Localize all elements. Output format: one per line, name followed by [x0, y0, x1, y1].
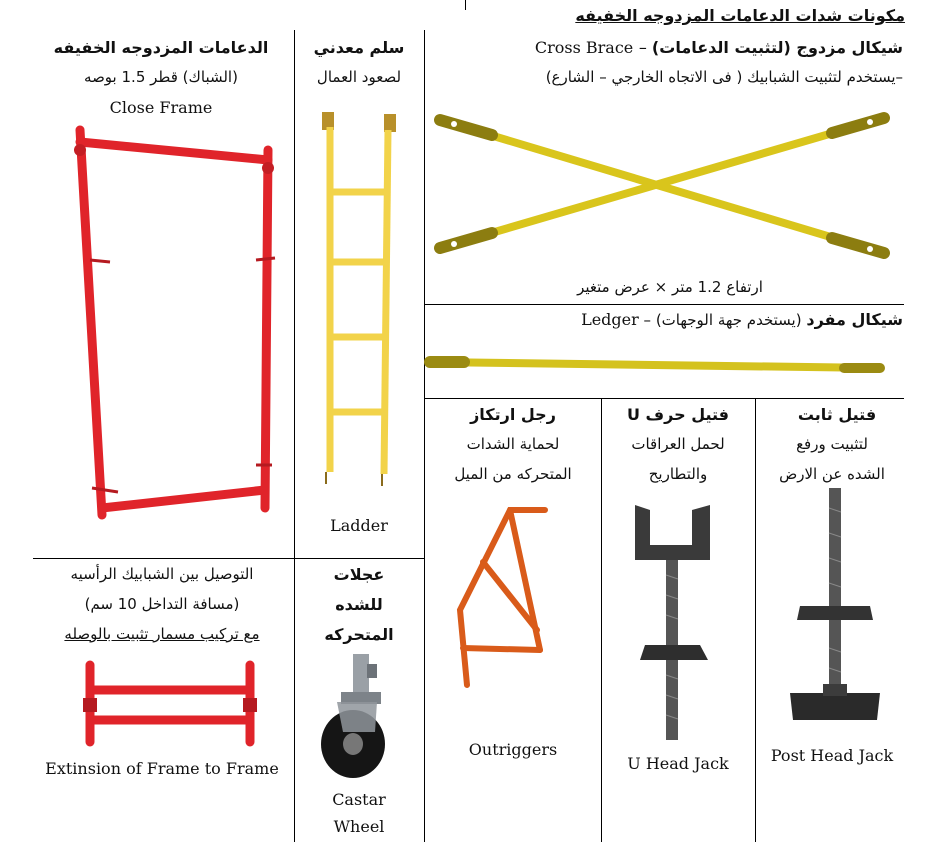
ledger-image [424, 350, 886, 380]
cross-brace-size: ارتفاع 1.2 متر × عرض متغير [577, 278, 763, 296]
post-head-jack-image [785, 488, 885, 728]
cross-brace-en: Cross Brace [534, 38, 634, 57]
outriggers-heading: رجل ارتكاز [470, 405, 556, 424]
cross-brace-image [432, 108, 892, 268]
castor-wheel-image [315, 652, 405, 782]
ledger-heading-line: Ledger – (يستخدم جهة الوجهات) شيكال مفرد [581, 310, 903, 329]
ladder-image [312, 112, 412, 492]
u-head-heading: فتيل حرف U [626, 405, 730, 424]
post-head-heading: فتيل ثابت [797, 405, 877, 424]
castor-en-label-1: Castar [332, 790, 386, 809]
extension-line2: (مسافة التداخل 10 سم) [84, 595, 240, 613]
extension-image [80, 660, 260, 750]
cross-brace-desc: –يستخدم لتثبيت الشبابيك ( فى الاتجاه الخارجي – الشارع) [545, 68, 903, 86]
ladder-en-label: Ladder [330, 516, 388, 535]
outriggers-line1: لحماية الشدات [466, 435, 560, 453]
ledger-sub: (يستخدم جهة الوجهات) [655, 311, 802, 329]
extension-line1: التوصيل بين الشبابيك الرأسيه [70, 565, 254, 583]
extension-line3: مع تركيب مسمار تثبيت بالوصله [64, 625, 260, 643]
page-title: مكونات شدات الدعامات المزدوجه الخفيفه [575, 6, 905, 25]
castor-en-label-2: Wheel [333, 817, 385, 836]
u-head-jack-image [630, 505, 720, 745]
u-head-en-label: U Head Jack [627, 754, 729, 773]
outriggers-en-label: Outriggers [468, 740, 558, 759]
frame-heading: الدعامات المزدوجه الخفيفه [53, 38, 269, 57]
cross-brace-heading: Cross Brace – شيكال مزدوج (لتثبيت الدعامات) [534, 38, 903, 57]
close-frame-image [60, 120, 280, 520]
ledger-ar: شيكال مفرد [806, 310, 903, 329]
post-head-en-label: Post Head Jack [770, 746, 894, 765]
frame-sub: (الشباك) قطر 1.5 بوصه [84, 68, 238, 86]
castor-heading-2: للشده [335, 595, 383, 614]
frame-en-label: Close Frame [109, 98, 213, 117]
u-head-line1: لحمل العراقات [631, 435, 725, 453]
extension-en-label: Extinsion of Frame to Frame [45, 759, 279, 778]
cross-brace-ar: شيكال مزدوج (لتثبيت الدعامات) [651, 38, 903, 57]
ladder-heading: سلم معدني [313, 38, 405, 57]
castor-heading-3: المتحركه [324, 625, 394, 644]
castor-heading-1: عجلات [333, 565, 385, 584]
u-head-line2: والتطاريح [648, 465, 708, 483]
ledger-en: Ledger [581, 310, 639, 329]
post-head-line1: لتثبيت ورفع [796, 435, 868, 453]
ladder-sub: لصعود العمال [316, 68, 402, 86]
outriggers-line2: المتحركه من الميل [454, 465, 572, 483]
outriggers-image [455, 500, 555, 690]
post-head-line2: الشده عن الارض [779, 465, 885, 483]
